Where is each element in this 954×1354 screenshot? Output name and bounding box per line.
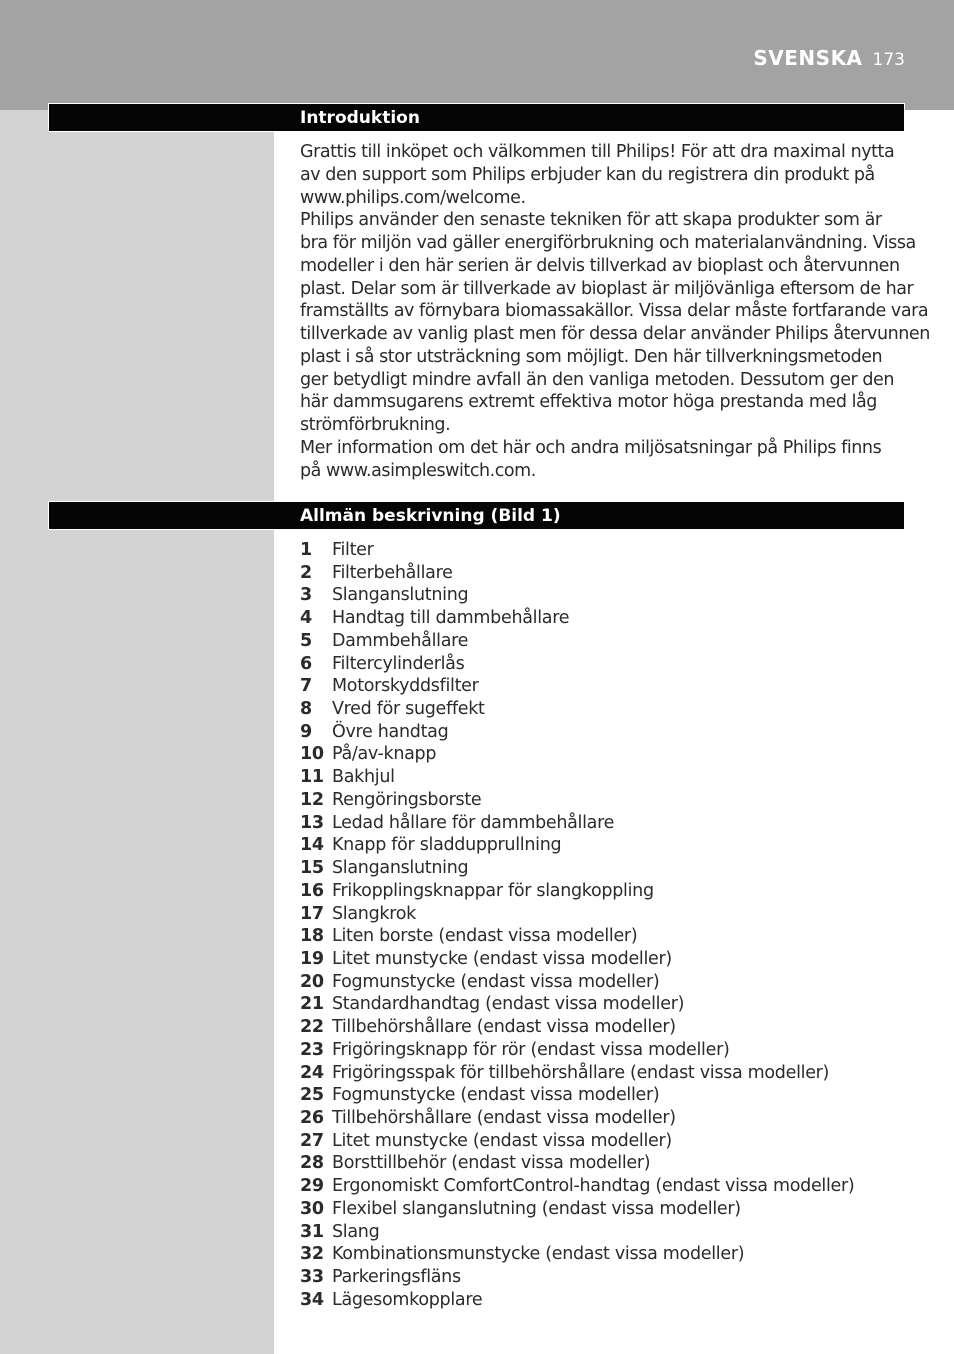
item-number: 9 <box>300 721 312 742</box>
item-number: 8 <box>300 699 312 720</box>
list-item <box>300 1130 854 1153</box>
item-number: 15 <box>300 858 324 879</box>
item-label: Litet munstycke (endast vissa modeller) <box>332 1130 672 1151</box>
list-item <box>300 1221 854 1244</box>
item-label: Slanganslutning <box>332 858 469 879</box>
item-number: 17 <box>300 903 324 924</box>
section-heading-bar-introduction <box>48 103 905 132</box>
item-label: Standardhandtag (endast vissa modeller) <box>332 994 685 1015</box>
list-item <box>300 1084 854 1107</box>
item-number: 18 <box>300 926 324 947</box>
item-label: Frigöringsspak för tillbehörshållare (endast vissa modeller) <box>332 1062 830 1083</box>
item-label: Motorskyddsfilter <box>332 676 479 697</box>
list-item <box>300 1062 854 1085</box>
item-label: Tillbehörshållare (endast vissa modeller) <box>332 1017 676 1038</box>
list-item <box>300 903 854 926</box>
item-number: 25 <box>300 1085 324 1106</box>
item-number: 13 <box>300 812 324 833</box>
paragraph-line: Mer information om det här och andra miljösatsningar på Philips finns <box>300 437 882 458</box>
item-label: Knapp för sladdupprullning <box>332 835 562 856</box>
item-number: 31 <box>300 1221 324 1242</box>
paragraph-line: strömförbrukning. <box>300 415 451 435</box>
list-item <box>300 1198 854 1221</box>
item-label: Slangkrok <box>332 903 416 924</box>
item-number: 26 <box>300 1107 324 1128</box>
item-label: Filtercylinderlås <box>332 653 465 674</box>
paragraph-line: plast i så stor utsträckning som möjligt. Den här tillverkningsmetoden <box>300 346 883 367</box>
item-label: Filterbehållare <box>332 562 453 583</box>
list-item <box>300 971 854 994</box>
item-number: 28 <box>300 1153 324 1174</box>
paragraph-line: plast. Delar som är tillverkade av bioplast är miljövänliga eftersom de har <box>300 278 914 299</box>
item-number: 33 <box>300 1267 324 1287</box>
paragraph-line: Philips använder den senaste tekniken för att skapa produkter som är <box>300 210 882 231</box>
item-number: 5 <box>300 630 312 651</box>
item-label: På/av-knapp <box>332 744 437 765</box>
item-number: 7 <box>300 676 312 697</box>
item-number: 3 <box>300 585 312 606</box>
list-item <box>300 1243 854 1266</box>
section-title: Allmän beskrivning (Bild 1) <box>300 506 561 526</box>
list-item <box>300 1152 854 1175</box>
item-number: 4 <box>300 608 312 629</box>
item-label: Flexibel slanganslutning (endast vissa modeller) <box>332 1198 741 1219</box>
item-label: Slang <box>332 1221 380 1242</box>
page-header <box>753 46 905 70</box>
paragraph-line: av den support som Philips erbjuder kan du registrera din produkt på <box>300 164 875 185</box>
paragraph-line: Grattis till inköpet och välkommen till Philips! För att dra maximal nytta <box>300 142 895 162</box>
section-heading-bar-description <box>48 501 905 530</box>
item-label: Tillbehörshållare (endast vissa modeller) <box>332 1107 676 1128</box>
item-label: Fogmunstycke (endast vissa modeller) <box>332 971 660 992</box>
item-label: Handtag till dammbehållare <box>332 608 570 629</box>
list-item <box>300 584 854 607</box>
parts-list <box>300 539 854 1311</box>
list-item <box>300 834 854 857</box>
list-item <box>300 653 854 676</box>
item-number: 30 <box>300 1198 324 1219</box>
item-label: Filter <box>332 540 374 560</box>
list-item <box>300 562 854 585</box>
list-item <box>300 1289 854 1312</box>
list-item <box>300 812 854 835</box>
item-label: Bakhjul <box>332 767 395 788</box>
list-item <box>300 1039 854 1062</box>
item-number: 29 <box>300 1176 324 1197</box>
item-number: 19 <box>300 948 324 969</box>
page-number: 173 <box>872 50 905 70</box>
list-item <box>300 880 854 903</box>
item-label: Ledad hållare för dammbehållare <box>332 812 615 833</box>
list-item <box>300 539 854 562</box>
item-number: 21 <box>300 994 324 1015</box>
item-number: 24 <box>300 1062 324 1083</box>
language-label: SVENSKA <box>753 46 863 70</box>
item-label: Dammbehållare <box>332 630 469 651</box>
item-number: 32 <box>300 1244 324 1265</box>
paragraph-line: framställts av förnybara biomassakällor. Vissa delar måste fortfarande vara <box>300 301 929 322</box>
paragraph-line: www.philips.com/welcome. <box>300 187 526 208</box>
list-item <box>300 630 854 653</box>
item-label: Fogmunstycke (endast vissa modeller) <box>332 1085 660 1106</box>
item-label: Frigöringsknapp för rör (endast vissa modeller) <box>332 1039 730 1060</box>
paragraph-line: ger betydligt mindre avfall än den vanliga metoden. Dessutom ger den <box>300 369 895 390</box>
item-number: 16 <box>300 880 324 901</box>
list-item <box>300 993 854 1016</box>
list-item <box>300 607 854 630</box>
list-item <box>300 743 854 766</box>
list-item <box>300 857 854 880</box>
list-item <box>300 1175 854 1198</box>
list-item <box>300 1266 854 1289</box>
item-label: Rengöringsborste <box>332 789 482 810</box>
list-item <box>300 698 854 721</box>
paragraph-line: modeller i den här serien är delvis tillverkad av bioplast och återvunnen <box>300 255 900 276</box>
item-number: 22 <box>300 1017 324 1038</box>
item-number: 14 <box>300 835 324 856</box>
item-label: Frikopplingsknappar för slangkoppling <box>332 880 654 901</box>
list-item <box>300 721 854 744</box>
section-title: Introduktion <box>300 108 420 128</box>
item-label: Slanganslutning <box>332 585 469 606</box>
item-label: Borsttillbehör (endast vissa modeller) <box>332 1153 651 1174</box>
paragraph-line: här dammsugarens extremt effektiva motor höga prestanda med låg <box>300 392 877 413</box>
item-label: Vred för sugeffekt <box>332 699 485 720</box>
list-item <box>300 675 854 698</box>
item-number: 1 <box>300 540 312 560</box>
item-number: 11 <box>300 767 324 788</box>
item-number: 12 <box>300 789 324 810</box>
list-item <box>300 1016 854 1039</box>
left-margin-column <box>0 110 274 1354</box>
paragraph-line: tillverkade av vanlig plast men för dessa delar använder Philips återvunnen <box>300 324 930 344</box>
item-number: 27 <box>300 1130 324 1151</box>
paragraph-line: på www.asimpleswitch.com. <box>300 460 536 481</box>
item-label: Litet munstycke (endast vissa modeller) <box>332 948 672 969</box>
item-number: 2 <box>300 562 312 583</box>
introduction-body <box>300 141 930 482</box>
list-item <box>300 948 854 971</box>
item-label: Övre handtag <box>332 721 449 742</box>
list-item <box>300 1107 854 1130</box>
item-number: 34 <box>300 1289 324 1310</box>
paragraph-line: bra för miljön vad gäller energiförbrukning och materialanvändning. Vissa <box>300 233 916 253</box>
item-label: Parkeringsfläns <box>332 1267 461 1287</box>
item-number: 6 <box>300 653 312 674</box>
item-label: Liten borste (endast vissa modeller) <box>332 926 638 947</box>
item-number: 10 <box>300 744 324 765</box>
item-number: 23 <box>300 1039 324 1060</box>
list-item <box>300 789 854 812</box>
item-label: Ergonomiskt ComfortControl-handtag (endast vissa modeller) <box>332 1176 855 1197</box>
item-label: Kombinationsmunstycke (endast vissa modeller) <box>332 1244 745 1265</box>
item-label: Lägesomkopplare <box>332 1289 483 1310</box>
list-item <box>300 766 854 789</box>
item-number: 20 <box>300 971 324 992</box>
list-item <box>300 925 854 948</box>
